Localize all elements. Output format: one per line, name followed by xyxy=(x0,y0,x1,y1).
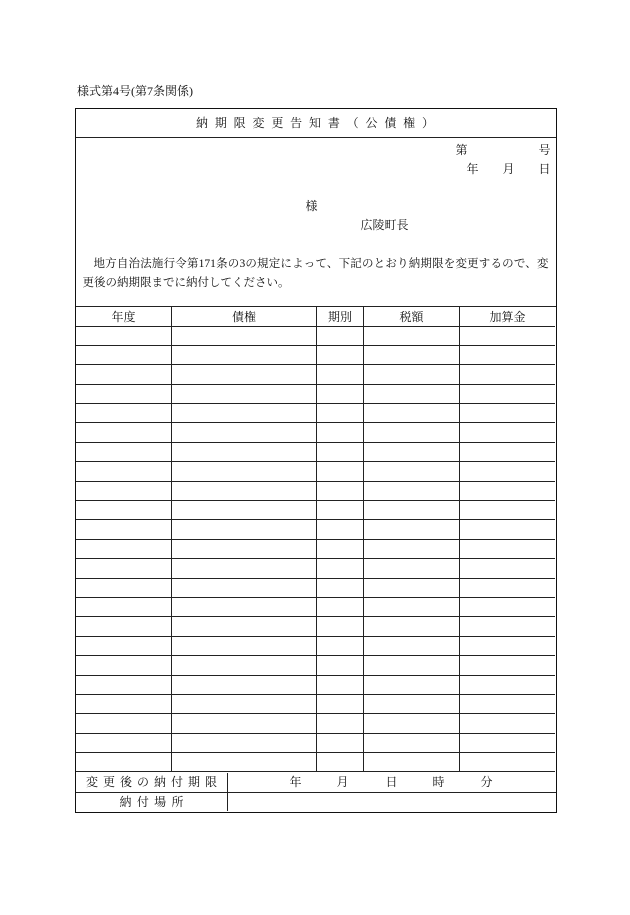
deadline-unit-month: 月 xyxy=(336,775,349,789)
table-cell-claim xyxy=(172,442,317,461)
table-cell-surcharge xyxy=(460,636,556,655)
table-cell-tax-amount xyxy=(364,345,460,364)
table-cell-fiscal-year xyxy=(76,636,172,655)
table-row xyxy=(76,694,555,713)
table-cell-surcharge xyxy=(460,423,556,442)
table-cell-fiscal-year xyxy=(76,384,172,403)
table-cell-tax-amount xyxy=(364,326,460,345)
table-row xyxy=(76,404,555,423)
payment-place-label-cell xyxy=(76,793,228,811)
table-cell-fiscal-year xyxy=(76,656,172,675)
document-number-suffix: 号 xyxy=(538,142,551,157)
table-cell-tax-amount xyxy=(364,714,460,733)
table-cell-tax-amount xyxy=(364,694,460,713)
table-cell-fiscal-year xyxy=(76,326,172,345)
table-cell-surcharge xyxy=(460,404,556,423)
col-header-period: 期別 xyxy=(317,307,364,326)
table-cell-surcharge xyxy=(460,753,556,772)
table-cell-fiscal-year xyxy=(76,617,172,636)
table-cell-tax-amount xyxy=(364,462,460,481)
table-cell-tax-amount xyxy=(364,656,460,675)
document-number-prefix: 第 xyxy=(455,142,468,157)
issuer-name: 広陵町長 xyxy=(360,217,409,232)
table-row xyxy=(76,617,555,636)
table-cell-claim xyxy=(172,559,317,578)
table-cell-tax-amount xyxy=(364,559,460,578)
table-cell-tax-amount xyxy=(364,481,460,500)
table-row xyxy=(76,597,555,616)
payment-place-row xyxy=(76,793,556,811)
notice-body-line-1: 地方自治法施行令第171条の3の規定によって、下記のとおり納期限を変更するので、変 xyxy=(93,257,549,270)
table-cell-claim xyxy=(172,501,317,520)
table-cell-claim xyxy=(172,365,317,384)
table-cell-fiscal-year xyxy=(76,462,172,481)
table-row xyxy=(76,365,555,384)
table-cell-surcharge xyxy=(460,578,556,597)
table-cell-tax-amount xyxy=(364,520,460,539)
table-cell-surcharge xyxy=(460,656,556,675)
table-cell-claim xyxy=(172,675,317,694)
table-cell-period xyxy=(317,481,364,500)
table-cell-tax-amount xyxy=(364,578,460,597)
table-cell-tax-amount xyxy=(364,733,460,752)
table-cell-period xyxy=(317,636,364,655)
table-cell-claim xyxy=(172,345,317,364)
table-row xyxy=(76,636,555,655)
table-cell-fiscal-year xyxy=(76,597,172,616)
table-cell-claim xyxy=(172,481,317,500)
fee-table xyxy=(76,307,555,772)
table-row xyxy=(76,520,555,539)
table-cell-claim xyxy=(172,733,317,752)
table-cell-surcharge xyxy=(460,520,556,539)
table-cell-claim xyxy=(172,404,317,423)
table-cell-surcharge xyxy=(460,481,556,500)
table-row xyxy=(76,578,555,597)
fee-table-body xyxy=(76,326,555,772)
table-cell-fiscal-year xyxy=(76,404,172,423)
notice-section xyxy=(76,138,556,307)
form-frame xyxy=(75,108,557,813)
table-cell-claim xyxy=(172,384,317,403)
table-cell-claim xyxy=(172,656,317,675)
table-row xyxy=(76,501,555,520)
table-cell-surcharge xyxy=(460,714,556,733)
table-cell-period xyxy=(317,520,364,539)
table-cell-tax-amount xyxy=(364,404,460,423)
col-header-surcharge: 加算金 xyxy=(460,307,556,326)
form-title: 納期限変更告知書（公債権） xyxy=(196,116,434,130)
table-cell-surcharge xyxy=(460,694,556,713)
table-cell-period xyxy=(317,345,364,364)
new-deadline-row xyxy=(76,773,556,793)
table-cell-period xyxy=(317,365,364,384)
addressee-suffix: 様 xyxy=(305,198,318,213)
table-cell-tax-amount xyxy=(364,753,460,772)
table-cell-period xyxy=(317,714,364,733)
table-cell-surcharge xyxy=(460,539,556,558)
table-cell-surcharge xyxy=(460,326,556,345)
table-cell-claim xyxy=(172,597,317,616)
payment-place-label: 納付場所 xyxy=(119,795,184,809)
col-header-claim: 債権 xyxy=(172,307,317,326)
table-cell-period xyxy=(317,578,364,597)
col-header-fiscal-year: 年度 xyxy=(76,307,172,326)
table-cell-surcharge xyxy=(460,501,556,520)
table-cell-fiscal-year xyxy=(76,733,172,752)
table-cell-fiscal-year xyxy=(76,442,172,461)
table-cell-tax-amount xyxy=(364,442,460,461)
table-cell-fiscal-year xyxy=(76,501,172,520)
table-cell-fiscal-year xyxy=(76,714,172,733)
table-cell-period xyxy=(317,501,364,520)
table-cell-period xyxy=(317,559,364,578)
table-cell-period xyxy=(317,675,364,694)
table-cell-claim xyxy=(172,714,317,733)
form-number-label: 様式第4号(第7条関係) xyxy=(77,84,193,98)
table-row xyxy=(76,462,555,481)
table-row xyxy=(76,656,555,675)
table-cell-period xyxy=(317,404,364,423)
deadline-unit-hour: 時 xyxy=(432,775,445,789)
title-row xyxy=(76,109,556,138)
notice-body-line-2: 更後の納期限までに納付してください。 xyxy=(82,276,290,289)
table-cell-surcharge xyxy=(460,733,556,752)
payment-place-value xyxy=(228,793,556,811)
table-cell-fiscal-year xyxy=(76,423,172,442)
table-cell-surcharge xyxy=(460,345,556,364)
table-row xyxy=(76,714,555,733)
table-cell-surcharge xyxy=(460,365,556,384)
table-cell-claim xyxy=(172,326,317,345)
table-cell-period xyxy=(317,656,364,675)
table-cell-period xyxy=(317,384,364,403)
table-row xyxy=(76,481,555,500)
table-cell-period xyxy=(317,694,364,713)
table-row xyxy=(76,384,555,403)
table-header-row xyxy=(76,307,555,326)
table-cell-tax-amount xyxy=(364,636,460,655)
table-cell-period xyxy=(317,597,364,616)
deadline-unit-year: 年 xyxy=(289,775,302,789)
table-cell-tax-amount xyxy=(364,384,460,403)
table-cell-surcharge xyxy=(460,559,556,578)
table-cell-fiscal-year xyxy=(76,520,172,539)
table-cell-tax-amount xyxy=(364,617,460,636)
table-cell-claim xyxy=(172,520,317,539)
table-cell-tax-amount xyxy=(364,597,460,616)
table-cell-period xyxy=(317,462,364,481)
table-cell-period xyxy=(317,753,364,772)
table-cell-fiscal-year xyxy=(76,345,172,364)
table-cell-claim xyxy=(172,578,317,597)
table-row xyxy=(76,345,555,364)
table-cell-period xyxy=(317,442,364,461)
issue-date-month: 月 xyxy=(502,161,515,176)
issue-date-day: 日 xyxy=(538,161,551,176)
table-cell-fiscal-year xyxy=(76,675,172,694)
table-cell-fiscal-year xyxy=(76,539,172,558)
table-cell-period xyxy=(317,423,364,442)
deadline-unit-minute: 分 xyxy=(480,775,493,789)
deadline-unit-day: 日 xyxy=(385,775,398,789)
table-cell-claim xyxy=(172,539,317,558)
table-cell-period xyxy=(317,326,364,345)
table-row xyxy=(76,442,555,461)
new-deadline-label: 変更後の納付期限 xyxy=(76,773,228,792)
table-row xyxy=(76,559,555,578)
table-cell-fiscal-year xyxy=(76,365,172,384)
table-cell-period xyxy=(317,617,364,636)
table-cell-period xyxy=(317,539,364,558)
table-cell-surcharge xyxy=(460,384,556,403)
table-cell-surcharge xyxy=(460,462,556,481)
table-cell-claim xyxy=(172,694,317,713)
table-cell-tax-amount xyxy=(364,423,460,442)
table-cell-claim xyxy=(172,753,317,772)
table-row xyxy=(76,539,555,558)
table-cell-claim xyxy=(172,462,317,481)
table-cell-tax-amount xyxy=(364,675,460,694)
table-cell-tax-amount xyxy=(364,365,460,384)
table-cell-period xyxy=(317,733,364,752)
table-row xyxy=(76,423,555,442)
table-cell-tax-amount xyxy=(364,539,460,558)
table-cell-fiscal-year xyxy=(76,578,172,597)
table-cell-surcharge xyxy=(460,442,556,461)
table-row xyxy=(76,675,555,694)
table-cell-surcharge xyxy=(460,597,556,616)
table-row xyxy=(76,753,555,772)
table-cell-claim xyxy=(172,617,317,636)
table-cell-surcharge xyxy=(460,675,556,694)
table-cell-fiscal-year xyxy=(76,694,172,713)
table-cell-fiscal-year xyxy=(76,753,172,772)
table-cell-claim xyxy=(172,636,317,655)
table-row xyxy=(76,326,555,345)
table-row xyxy=(76,733,555,752)
table-cell-claim xyxy=(172,423,317,442)
table-cell-tax-amount xyxy=(364,501,460,520)
table-cell-fiscal-year xyxy=(76,559,172,578)
issue-date-year: 年 xyxy=(466,161,479,176)
table-cell-surcharge xyxy=(460,617,556,636)
col-header-tax-amount: 税額 xyxy=(364,307,460,326)
table-cell-fiscal-year xyxy=(76,481,172,500)
